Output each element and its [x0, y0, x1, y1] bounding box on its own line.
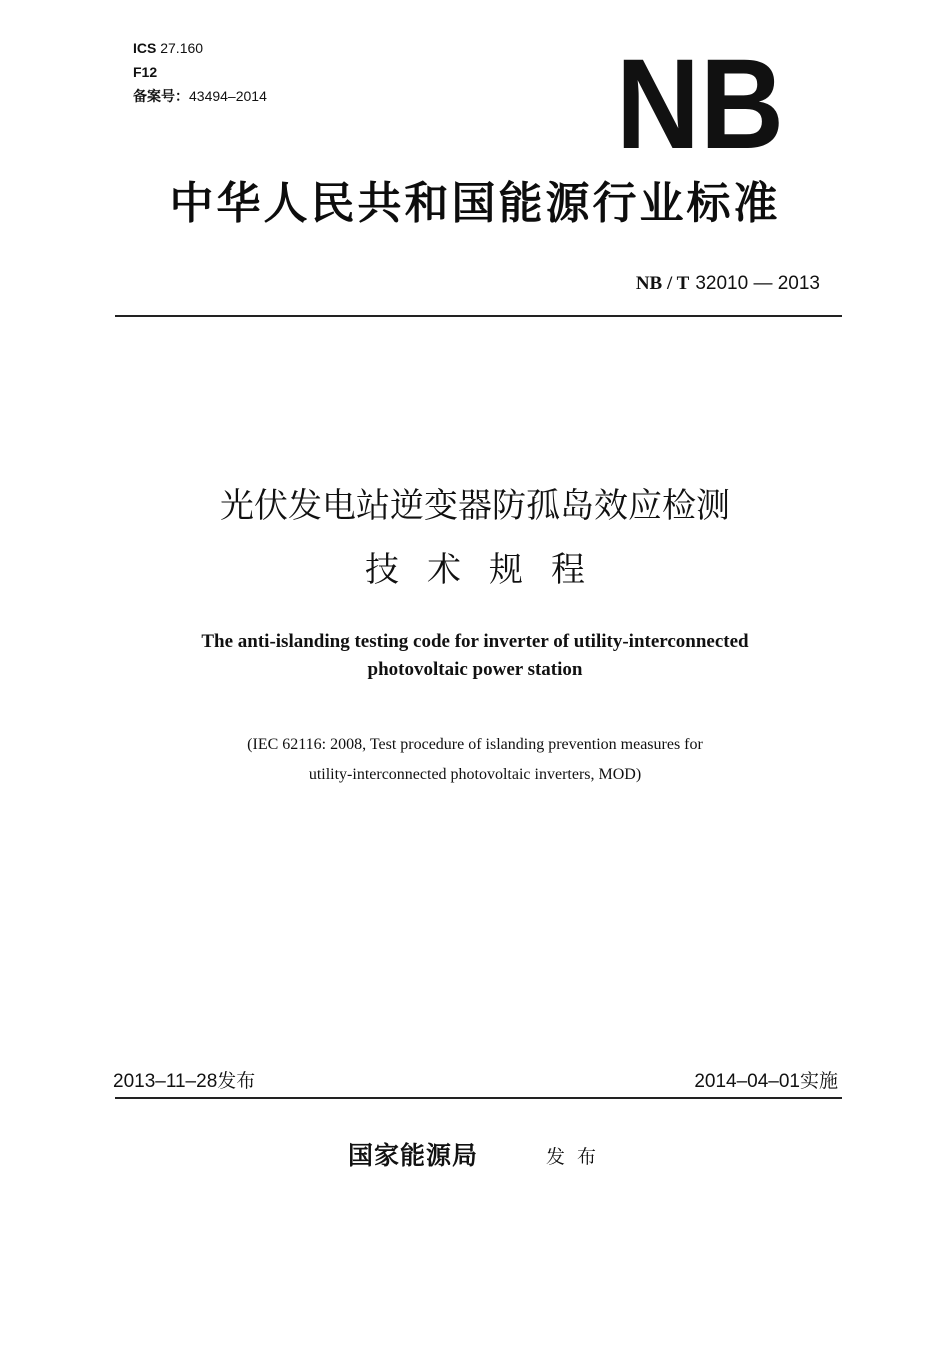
standard-number	[636, 272, 820, 296]
record-label: 备案号：	[133, 88, 189, 104]
implementation-date: 2014–04–01实施	[694, 1071, 838, 1092]
publish-label: 发布	[546, 1146, 609, 1168]
record-number	[133, 88, 267, 104]
industry-standard-title: 中华人民共和国能源行业标准	[169, 178, 781, 229]
cn-title-line-1: 光伏发电站逆变器防孤岛效应检测	[220, 486, 730, 526]
classification-code	[133, 64, 157, 80]
publisher-name: 国家能源局	[348, 1141, 479, 1170]
en-title-line-1: The anti-islanding testing code for inverter of utility-interconnected	[201, 631, 749, 652]
iec-reference-line-2: utility-interconnected photovoltaic inverters, MOD)	[308, 766, 642, 783]
ics-number	[133, 40, 203, 56]
ics-label: ICS	[133, 40, 157, 56]
record-value: 43494–2014	[189, 88, 267, 104]
issue-date: 2013–11–28发布	[113, 1071, 256, 1092]
header-divider	[115, 315, 842, 317]
nb-logo-text: NB	[616, 42, 784, 162]
standard-code: NB / T	[635, 273, 690, 294]
standard-year-number: 32010 — 2013	[695, 273, 820, 294]
nb-logo	[616, 42, 806, 162]
date-divider	[115, 1097, 842, 1099]
cn-title-line-2: 技术规程	[365, 550, 613, 590]
ics-value: 27.160	[160, 40, 204, 56]
en-title-line-2: photovoltaic power station	[367, 659, 583, 680]
classification-value: F12	[133, 64, 158, 80]
iec-reference-line-1: (IEC 62116: 2008, Test procedure of islanding prevention measures for	[247, 736, 703, 753]
